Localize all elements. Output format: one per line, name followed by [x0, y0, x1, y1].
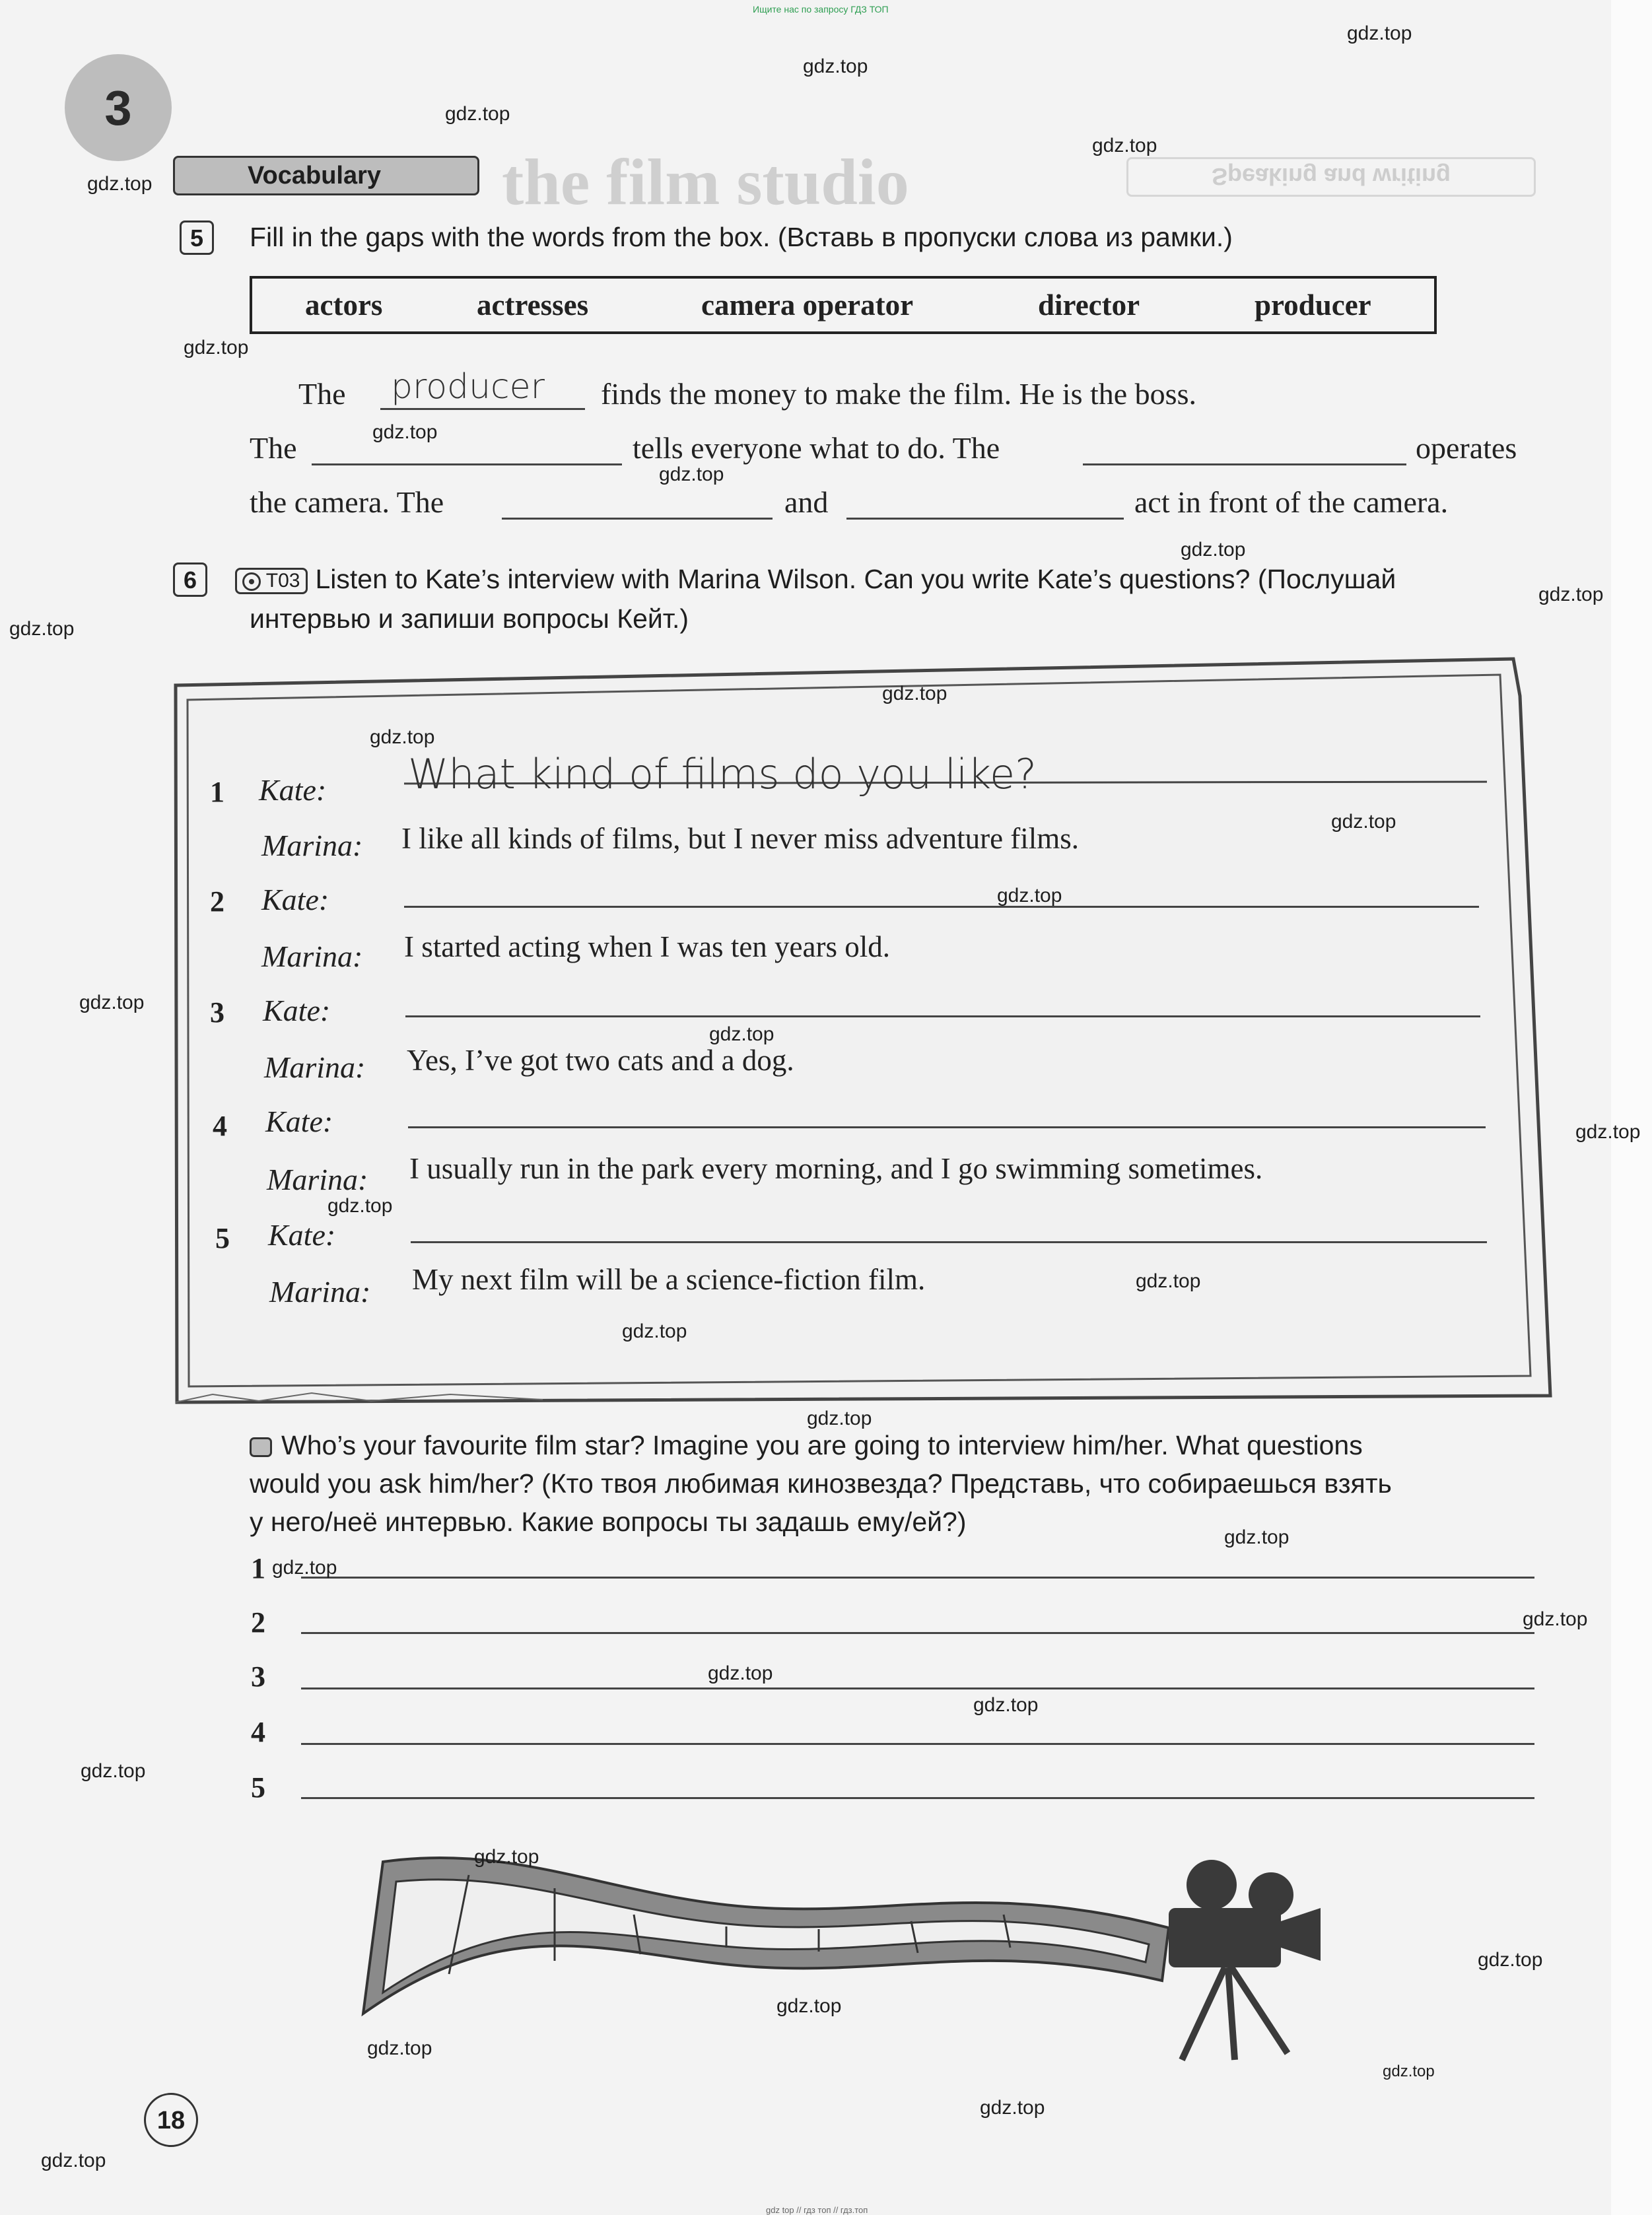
watermark: gdz.top — [622, 1320, 687, 1342]
watermark: gdz.top — [445, 103, 510, 125]
watermark: gdz.top — [973, 1694, 1039, 1716]
watermark: gdz.top — [81, 1760, 146, 1782]
text-s2a: The — [250, 431, 297, 465]
movie-camera-icon — [1162, 1849, 1327, 2066]
watermark: gdz.top — [79, 992, 145, 1013]
exercise-6-number: 6 — [173, 562, 207, 597]
answer-line-2[interactable] — [301, 1632, 1534, 1634]
gap-3[interactable] — [1083, 463, 1406, 465]
page-number: 18 — [144, 2093, 198, 2147]
watermark: gdz.top — [803, 55, 868, 77]
watermark: gdz.top — [474, 1846, 539, 1868]
film-strip-illustration — [357, 1842, 1169, 2033]
text-s3a: the camera. The — [250, 485, 444, 519]
section-tab: Vocabulary — [173, 156, 479, 195]
item-3-marina-label: Marina: — [264, 1050, 366, 1084]
item-5-number: 5 — [215, 1222, 230, 1254]
word-actors: actors — [305, 289, 383, 322]
watermark: gdz.top — [1092, 135, 1157, 156]
item-2-number: 2 — [210, 885, 224, 918]
text-s3c: act in front of the camera. — [1134, 485, 1449, 519]
item-1-kate-label: Kate: — [259, 773, 327, 807]
item-5-answer: My next film will be a science-fiction film. — [412, 1263, 926, 1296]
watermark: gdz.top — [1136, 1270, 1201, 1292]
answer-line-4-number: 4 — [251, 1716, 265, 1748]
exercise-6-instruction — [235, 560, 1396, 598]
watermark: gdz.top — [1575, 1121, 1641, 1143]
answer-line-1-number: 1 — [251, 1552, 265, 1585]
bottom-note: gdz top // гдз топ // гдз.топ — [766, 2205, 868, 2215]
word-director: director — [1038, 289, 1140, 322]
background-title: the film studio — [502, 145, 909, 219]
watermark: gdz.top — [807, 1408, 872, 1429]
item-3-kate-label: Kate: — [263, 994, 331, 1027]
watermark: gdz.top — [87, 173, 153, 195]
word-box — [250, 276, 1437, 334]
watermark: gdz.top — [372, 421, 438, 443]
exercise-6-instruction-line2: интервью и запиши вопросы Кейт.) — [250, 603, 689, 634]
item-1-answer: I like all kinds of films, but I never miss adventure films. — [401, 822, 1080, 855]
watermark: gdz.top — [1181, 539, 1246, 561]
item-2-marina-label: Marina: — [261, 939, 363, 973]
text-s2c: operates — [1416, 431, 1517, 465]
watermark: gdz.top — [370, 726, 435, 748]
watermark: gdz.top — [367, 2037, 432, 2059]
item-4-question-line[interactable] — [408, 1126, 1486, 1128]
word-producer: producer — [1255, 289, 1371, 322]
answer-line-4[interactable] — [301, 1743, 1534, 1745]
watermark: gdz.top — [41, 2150, 106, 2171]
exercise-7-instruction-line3: у него/неё интервью. Какие вопросы ты задашь ему/ей?) — [250, 1507, 967, 1537]
item-4-number: 4 — [213, 1110, 227, 1142]
answer-line-3[interactable] — [301, 1687, 1534, 1689]
watermark: gdz.top — [1347, 22, 1412, 44]
audio-track[interactable] — [235, 568, 308, 594]
watermark: gdz.top — [980, 2097, 1045, 2119]
answer-line-5[interactable] — [301, 1797, 1534, 1799]
answer-line-1[interactable] — [301, 1577, 1534, 1579]
cd-icon — [242, 572, 261, 591]
watermark: gdz.top — [709, 1023, 774, 1045]
item-1-number: 1 — [210, 776, 224, 808]
gap-5[interactable] — [846, 518, 1124, 520]
watermark: gdz.top — [1478, 1949, 1543, 1971]
item-3-answer: Yes, I’ve got two cats and a dog. — [407, 1044, 794, 1077]
exercise-7-bullet-icon — [250, 1437, 272, 1457]
exercise-6-instruction-line1: Listen to Kate’s interview with Marina Wilson. Can you write Kate’s questions? (Послушай — [315, 564, 1396, 594]
gap-1[interactable] — [380, 408, 585, 410]
item-3-number: 3 — [210, 996, 224, 1029]
watermark: gdz.top — [272, 1557, 337, 1579]
watermark: gdz.top — [1224, 1526, 1290, 1548]
watermark: gdz.top — [327, 1195, 393, 1217]
word-camera-operator: camera operator — [701, 289, 914, 322]
watermark: gdz.top — [776, 1995, 842, 2017]
item-1-question: What kind of films do you like? — [408, 750, 1037, 798]
exercise-7-instruction-line1: Who’s your favourite film star? Imagine you are going to interview him/her. What questions — [250, 1426, 1363, 1464]
watermark: gdz.top — [1523, 1608, 1588, 1630]
watermark: gdz.top — [708, 1662, 773, 1684]
watermark: gdz.top — [659, 463, 724, 485]
watermark: gdz.top — [9, 618, 75, 640]
item-4-answer: I usually run in the park every morning, and I go swimming sometimes. — [409, 1152, 1263, 1185]
watermark: gdz.top — [1383, 2062, 1435, 2080]
item-5-question-line[interactable] — [411, 1241, 1487, 1243]
text-s1b: finds the money to make the film. He is the boss. — [601, 377, 1196, 411]
item-4-kate-label: Kate: — [265, 1105, 333, 1138]
item-2-kate-label: Kate: — [261, 883, 329, 916]
answer-line-2-number: 2 — [251, 1606, 265, 1639]
text-s2b: tells everyone what to do. The — [633, 431, 1000, 465]
watermark: gdz.top — [1538, 584, 1604, 605]
exercise-5-number: 5 — [180, 221, 214, 255]
item-5-kate-label: Kate: — [268, 1218, 336, 1252]
item-5-marina-label: Marina: — [269, 1275, 371, 1309]
watermark: gdz.top — [882, 683, 947, 704]
watermark: gdz.top — [184, 337, 249, 358]
item-4-marina-label: Marina: — [267, 1163, 368, 1196]
track-label: T03 — [265, 570, 300, 592]
unit-number: 3 — [65, 54, 172, 161]
item-1-marina-label: Marina: — [261, 829, 363, 862]
text-s3b: and — [784, 485, 829, 519]
item-2-answer: I started acting when I was ten years old. — [404, 930, 890, 963]
gap-2[interactable] — [312, 463, 622, 465]
page-edge — [1611, 0, 1652, 2215]
answer-line-3-number: 3 — [251, 1660, 265, 1693]
watermark: gdz.top — [997, 885, 1062, 906]
watermark: gdz.top — [1331, 811, 1396, 833]
text-s1a: The — [298, 377, 346, 411]
gap-4[interactable] — [502, 518, 773, 520]
answer-line-5-number: 5 — [251, 1771, 265, 1804]
item-2-question-line[interactable] — [404, 906, 1479, 908]
top-note: Ищите нас по запросу ГДЗ ТОП — [753, 4, 889, 15]
exercise-7-instruction-line2: would you ask him/her? (Кто твоя любимая кинозвезда? Представь, что собираешься взять — [250, 1468, 1392, 1499]
word-actresses: actresses — [477, 289, 589, 322]
item-3-question-line[interactable] — [405, 1015, 1480, 1017]
gap-1-answer: producer — [391, 367, 545, 407]
background-tab: Speaking and writing — [1126, 157, 1536, 197]
exercise-5-instruction: Fill in the gaps with the words from the box. (Вставь в пропуски слова из рамки.) — [250, 222, 1233, 252]
